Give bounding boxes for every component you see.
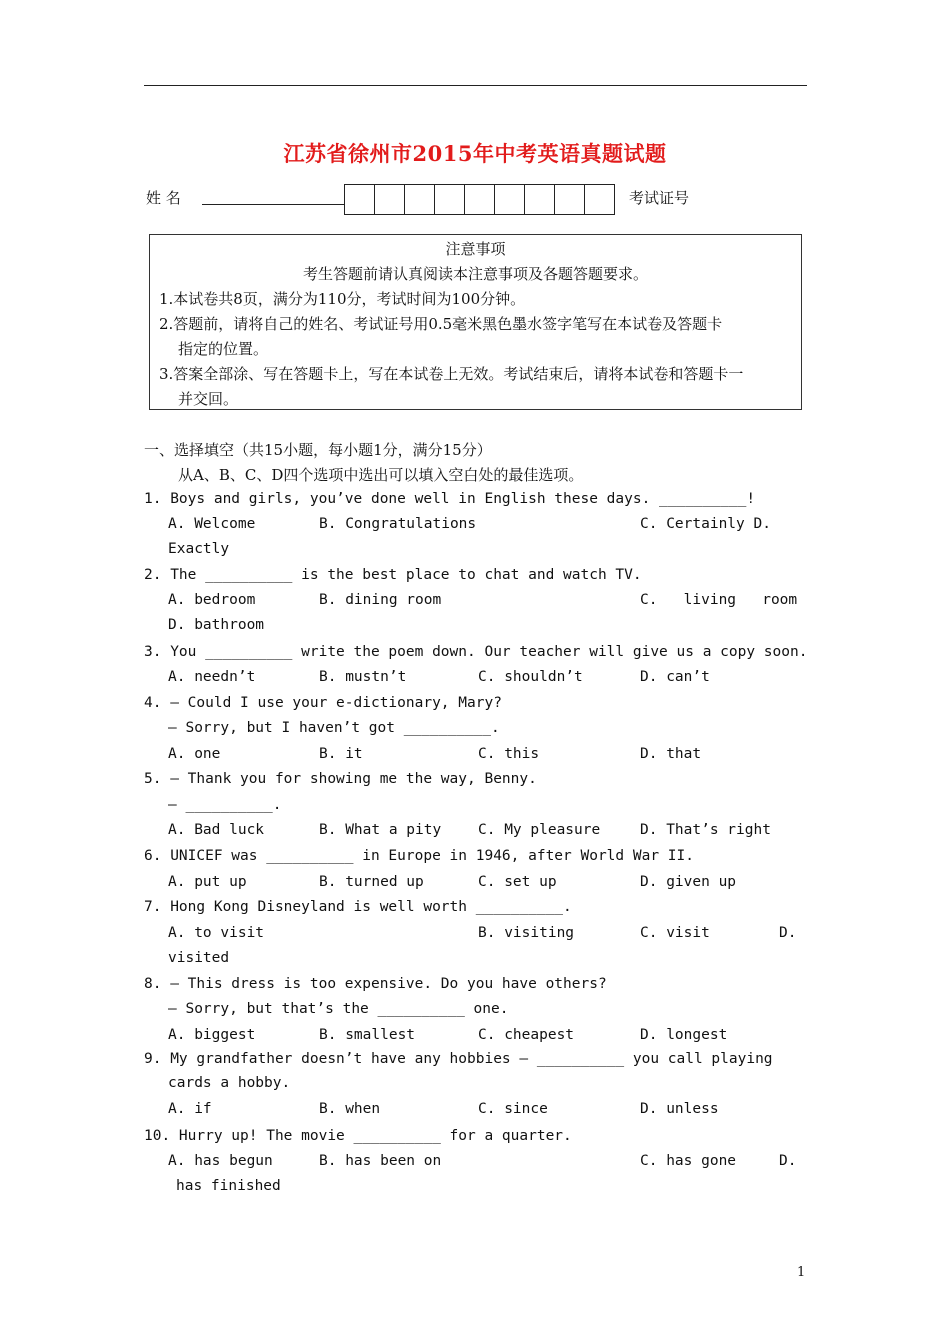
- option-c: C. this: [478, 746, 540, 762]
- option-c: C. cheapest: [478, 1027, 575, 1043]
- option-a: A. has begun: [168, 1153, 273, 1169]
- option-d: D. longest: [640, 1027, 728, 1043]
- id-box: [435, 185, 465, 214]
- question-stem-continued: — Sorry, but I haven’t got __________.: [168, 720, 500, 736]
- option-d: D. that: [640, 746, 702, 762]
- section-instruction: 从A、B、C、D四个选项中选出可以填入空白处的最佳选项。: [178, 466, 584, 484]
- option-d: D. given up: [640, 874, 737, 890]
- option-d: Exactly: [168, 541, 230, 557]
- section-title: 一、选择填空（共15小题，每小题1分，满分15分）: [144, 441, 492, 459]
- option-a: A. bedroom: [168, 592, 256, 608]
- id-number-boxes: [344, 184, 615, 215]
- option-c: C. set up: [478, 874, 557, 890]
- option-b: B. smallest: [319, 1027, 416, 1043]
- option-a: A. put up: [168, 874, 247, 890]
- option-c: C. My pleasure: [478, 822, 601, 838]
- option-d: D. That’s right: [640, 822, 771, 838]
- option-d-text: has finished: [176, 1178, 281, 1194]
- question-stem: 9. My grandfather doesn’t have any hobbies — __________ you call playing: [144, 1051, 773, 1067]
- name-blank: [202, 204, 344, 205]
- option-d: D.: [779, 925, 797, 941]
- option-c: C. Certainly D.: [640, 516, 771, 532]
- question-stem-continued: — Sorry, but that’s the __________ one.: [168, 1001, 509, 1017]
- question-stem: 10. Hurry up! The movie __________ for a quarter.: [144, 1128, 572, 1144]
- option-c: C. has gone: [640, 1153, 737, 1169]
- notice-heading: 注意事项: [445, 240, 506, 258]
- name-label: 姓 名: [146, 189, 181, 207]
- id-box: [465, 185, 495, 214]
- option-b: B. dining room: [319, 592, 442, 608]
- page-title: 江苏省徐州市2015年中考英语真题试题: [283, 141, 667, 166]
- option-c: C. since: [478, 1101, 548, 1117]
- option-c: C. living room: [640, 592, 798, 608]
- notice-subheading: 考生答题前请认真阅读本注意事项及各题答题要求。: [302, 265, 648, 283]
- option-b: B. turned up: [319, 874, 424, 890]
- question-stem: 1. Boys and girls, you’ve done well in English these days. __________!: [144, 491, 756, 507]
- option-d: D. bathroom: [168, 617, 265, 633]
- option-b: B. has been on: [319, 1153, 442, 1169]
- option-a: A. biggest: [168, 1027, 256, 1043]
- id-box: [585, 185, 614, 214]
- option-b: B. Congratulations: [319, 516, 477, 532]
- header-rule: [144, 85, 807, 86]
- option-a: A. one: [168, 746, 221, 762]
- option-c: C. visit: [640, 925, 710, 941]
- id-box: [525, 185, 555, 214]
- option-b: B. when: [319, 1101, 381, 1117]
- option-a: A. Bad luck: [168, 822, 265, 838]
- option-d: D.: [779, 1153, 797, 1169]
- notice-line: 1.本试卷共8页，满分为110分，考试时间为100分钟。: [159, 290, 526, 308]
- id-box: [375, 185, 405, 214]
- notice-box: [149, 234, 802, 410]
- notice-line: 2.答题前，请将自己的姓名、考试证号用0.5毫米黑色墨水签字笔写在本试卷及答题卡: [159, 315, 723, 333]
- id-label: 考试证号: [629, 189, 690, 207]
- option-b: B. it: [319, 746, 363, 762]
- name-row: [146, 184, 846, 214]
- question-stem: 8. — This dress is too expensive. Do you have others?: [144, 976, 607, 992]
- question-stem: 7. Hong Kong Disneyland is well worth __________.: [144, 899, 572, 915]
- option-d: D. unless: [640, 1101, 719, 1117]
- id-box: [495, 185, 525, 214]
- option-b: B. mustn’t: [319, 669, 407, 685]
- question-stem: 2. The __________ is the best place to chat and watch TV.: [144, 567, 642, 583]
- id-box: [405, 185, 435, 214]
- question-stem: 5. — Thank you for showing me the way, Benny.: [144, 771, 537, 787]
- id-box: [345, 185, 375, 214]
- question-stem: 4. — Could I use your e-dictionary, Mary?: [144, 695, 502, 711]
- option-a: A. to visit: [168, 925, 265, 941]
- option-a: A. Welcome: [168, 516, 256, 532]
- option-b: B. What a pity: [319, 822, 442, 838]
- question-stem-continued: cards a hobby.: [168, 1075, 291, 1091]
- option-d-text: visited: [168, 950, 230, 966]
- option-a: A. if: [168, 1101, 212, 1117]
- option-c: C. shouldn’t: [478, 669, 583, 685]
- option-b: B. visiting: [478, 925, 575, 941]
- option-a: A. needn’t: [168, 669, 256, 685]
- option-d: D. can’t: [640, 669, 710, 685]
- question-stem: 3. You __________ write the poem down. Our teacher will give us a copy soon.: [144, 644, 808, 660]
- notice-line: 3.答案全部涂、写在答题卡上，写在本试卷上无效。考试结束后，请将本试卷和答题卡一: [159, 365, 744, 383]
- notice-line: 并交回。: [178, 390, 239, 408]
- id-box: [555, 185, 585, 214]
- page-number: 1: [797, 1265, 806, 1280]
- notice-line: 指定的位置。: [178, 340, 269, 358]
- question-stem: 6. UNICEF was __________ in Europe in 1946, after World War II.: [144, 848, 694, 864]
- question-stem-continued: — __________.: [168, 797, 282, 813]
